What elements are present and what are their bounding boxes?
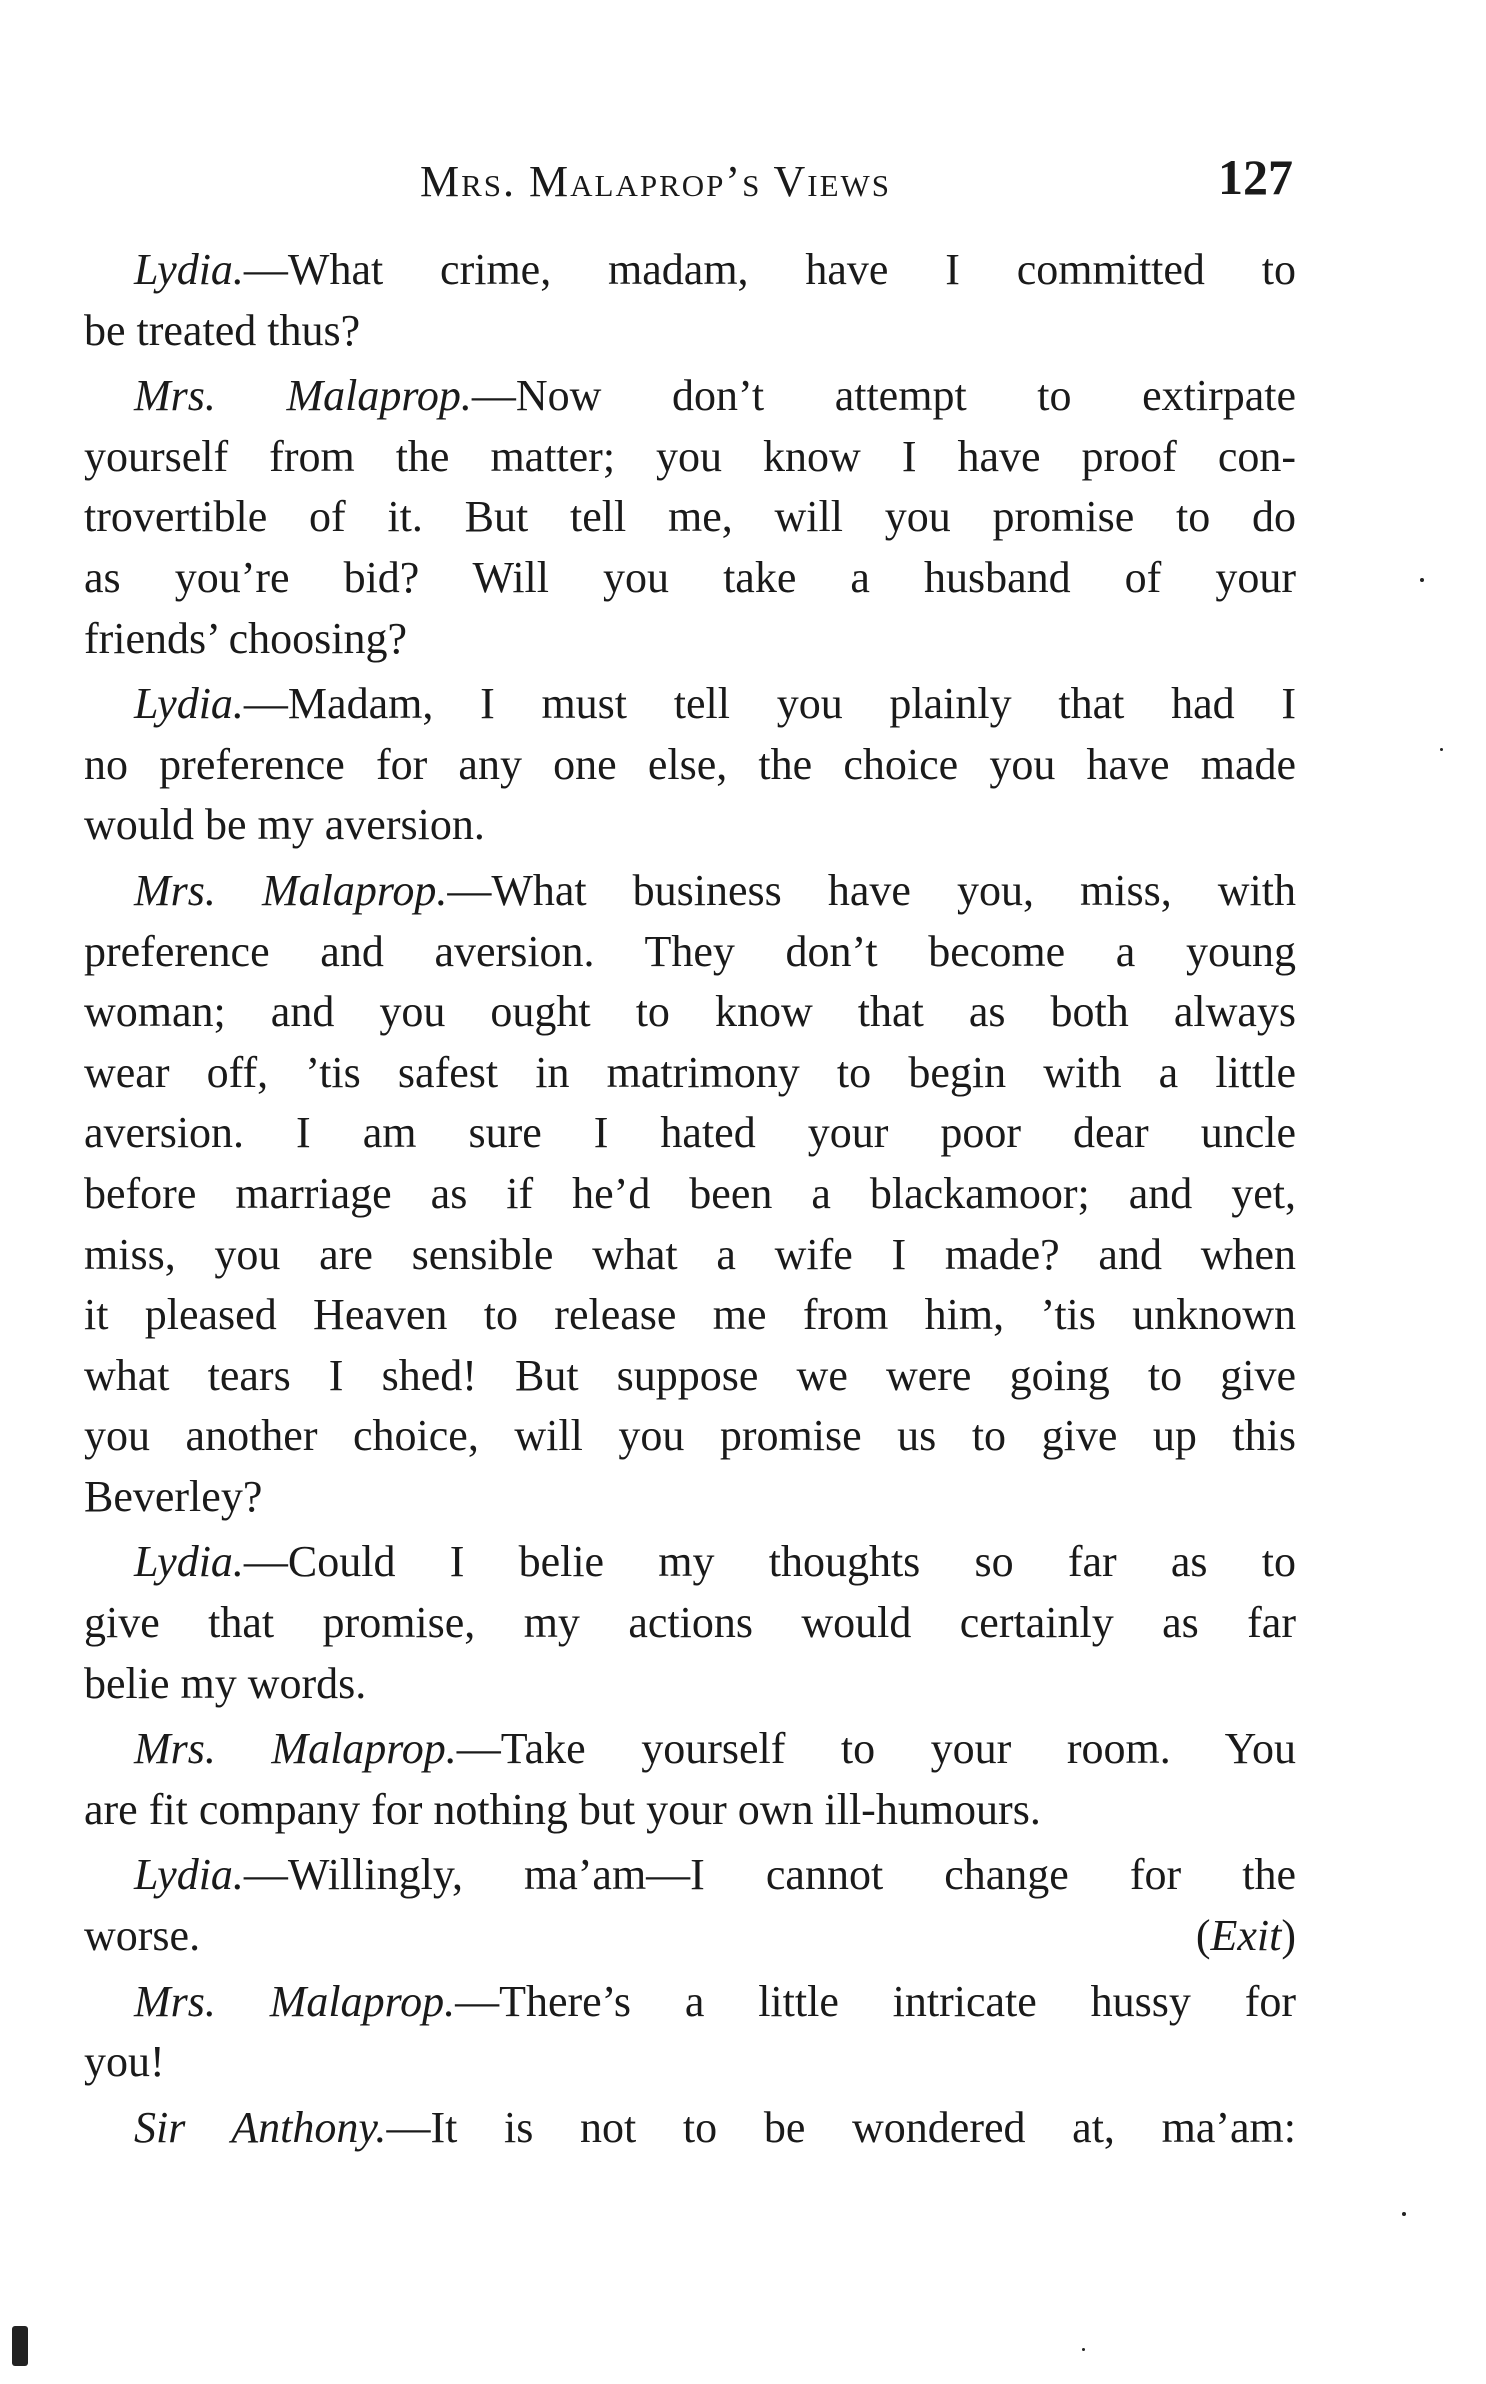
speech-line: as you’re bid? Will you take a husband of your xyxy=(84,552,1296,602)
stage-direction: (Exit) xyxy=(1195,1911,1296,1961)
speaker-name: Lydia. xyxy=(134,245,244,294)
speech-line: —Take yourself to your room. You xyxy=(456,1724,1296,1774)
speech-line: give that promise, my actions would certainly as far xyxy=(84,1598,1296,1648)
speech-line: —Madam, I must tell you plainly that had I xyxy=(243,679,1296,729)
speaker-name: Mrs. Malaprop. xyxy=(134,1724,457,1774)
speech-line: Beverley? xyxy=(84,1471,263,1521)
running-head: Mrs. Malaprop’s Views xyxy=(420,157,892,206)
print-speck xyxy=(1402,2212,1406,2216)
page-number: 127 xyxy=(1218,149,1293,205)
speech-line: —It is not to be wondered at, ma’am: xyxy=(386,2102,1296,2152)
speech-lydia-1 xyxy=(84,240,1296,361)
speech-malaprop-4 xyxy=(84,1972,1296,2093)
speech-line: worse. xyxy=(84,1911,201,1961)
speech-line: yourself from the matter; you know I have proof con- xyxy=(84,431,1296,481)
print-speck xyxy=(1440,748,1443,751)
speech-line: before marriage as if he’d been a blackamoor; and yet, xyxy=(84,1168,1296,1218)
speech-line: —What crime, madam, have I committed to xyxy=(243,245,1296,294)
speech-line: are fit company for nothing but your own ill-humours. xyxy=(84,1784,1041,1834)
speaker-name: Lydia. xyxy=(134,679,244,729)
speech-line: trovertible of it. But tell me, will you promise to do xyxy=(84,492,1296,542)
speech-line: miss, you are sensible what a wife I made? and when xyxy=(84,1229,1296,1279)
speaker-name: Lydia. xyxy=(134,1850,244,1900)
speech-line: wear off, ’tis safest in matrimony to begin with a little xyxy=(84,1047,1296,1097)
speech-line: woman; and you ought to know that as both always xyxy=(84,987,1296,1037)
speech-lydia-4 xyxy=(84,1845,1296,1966)
speech-line: —Willingly, ma’am—I cannot change for the xyxy=(243,1850,1296,1900)
speech-lydia-3 xyxy=(84,1532,1296,1714)
speaker-name: Mrs. Malaprop. xyxy=(134,865,448,915)
speech-line: it pleased Heaven to release me from him, ’tis unknown xyxy=(84,1290,1296,1340)
speaker-name: Mrs. Malaprop. xyxy=(134,1976,456,2026)
print-speck xyxy=(1082,2348,1085,2351)
speaker-name: Sir Anthony. xyxy=(134,2102,387,2152)
speech-line: belie my words. xyxy=(84,1658,367,1708)
speech-line: no preference for any one else, the choice you have made xyxy=(84,739,1296,789)
speech-line: you! xyxy=(84,2037,165,2087)
print-speck xyxy=(12,2326,28,2366)
speech-line: you another choice, will you promise us to give up this xyxy=(84,1411,1296,1461)
speech-line: aversion. I am sure I hated your poor dear uncle xyxy=(84,1108,1296,1158)
speech-malaprop-3 xyxy=(84,1719,1296,1840)
speech-line: —There’s a little intricate hussy for xyxy=(455,1976,1297,2026)
speech-malaprop-1 xyxy=(84,366,1296,669)
speech-line: friends’ choosing? xyxy=(84,613,407,663)
speech-line: would be my aversion. xyxy=(84,800,485,850)
speech-line: preference and aversion. They don’t become a young xyxy=(84,926,1296,976)
speech-line: —What business have you, miss, with xyxy=(447,865,1296,915)
speech-line: —Could I belie my thoughts so far as to xyxy=(243,1537,1296,1587)
speech-lydia-2 xyxy=(84,674,1296,856)
speaker-name: Mrs. Malaprop. xyxy=(134,371,472,421)
speech-line: what tears I shed! But suppose we were going to give xyxy=(84,1350,1296,1400)
speech-sir-anthony-1 xyxy=(84,2098,1296,2159)
running-header xyxy=(0,148,1486,218)
speech-line: be treated thus? xyxy=(84,305,361,355)
speech-malaprop-2 xyxy=(84,861,1296,1528)
speaker-name: Lydia. xyxy=(134,1537,244,1587)
speech-line: —Now don’t attempt to extirpate xyxy=(471,371,1297,421)
print-speck xyxy=(1420,578,1424,582)
page-body xyxy=(84,240,1296,2163)
